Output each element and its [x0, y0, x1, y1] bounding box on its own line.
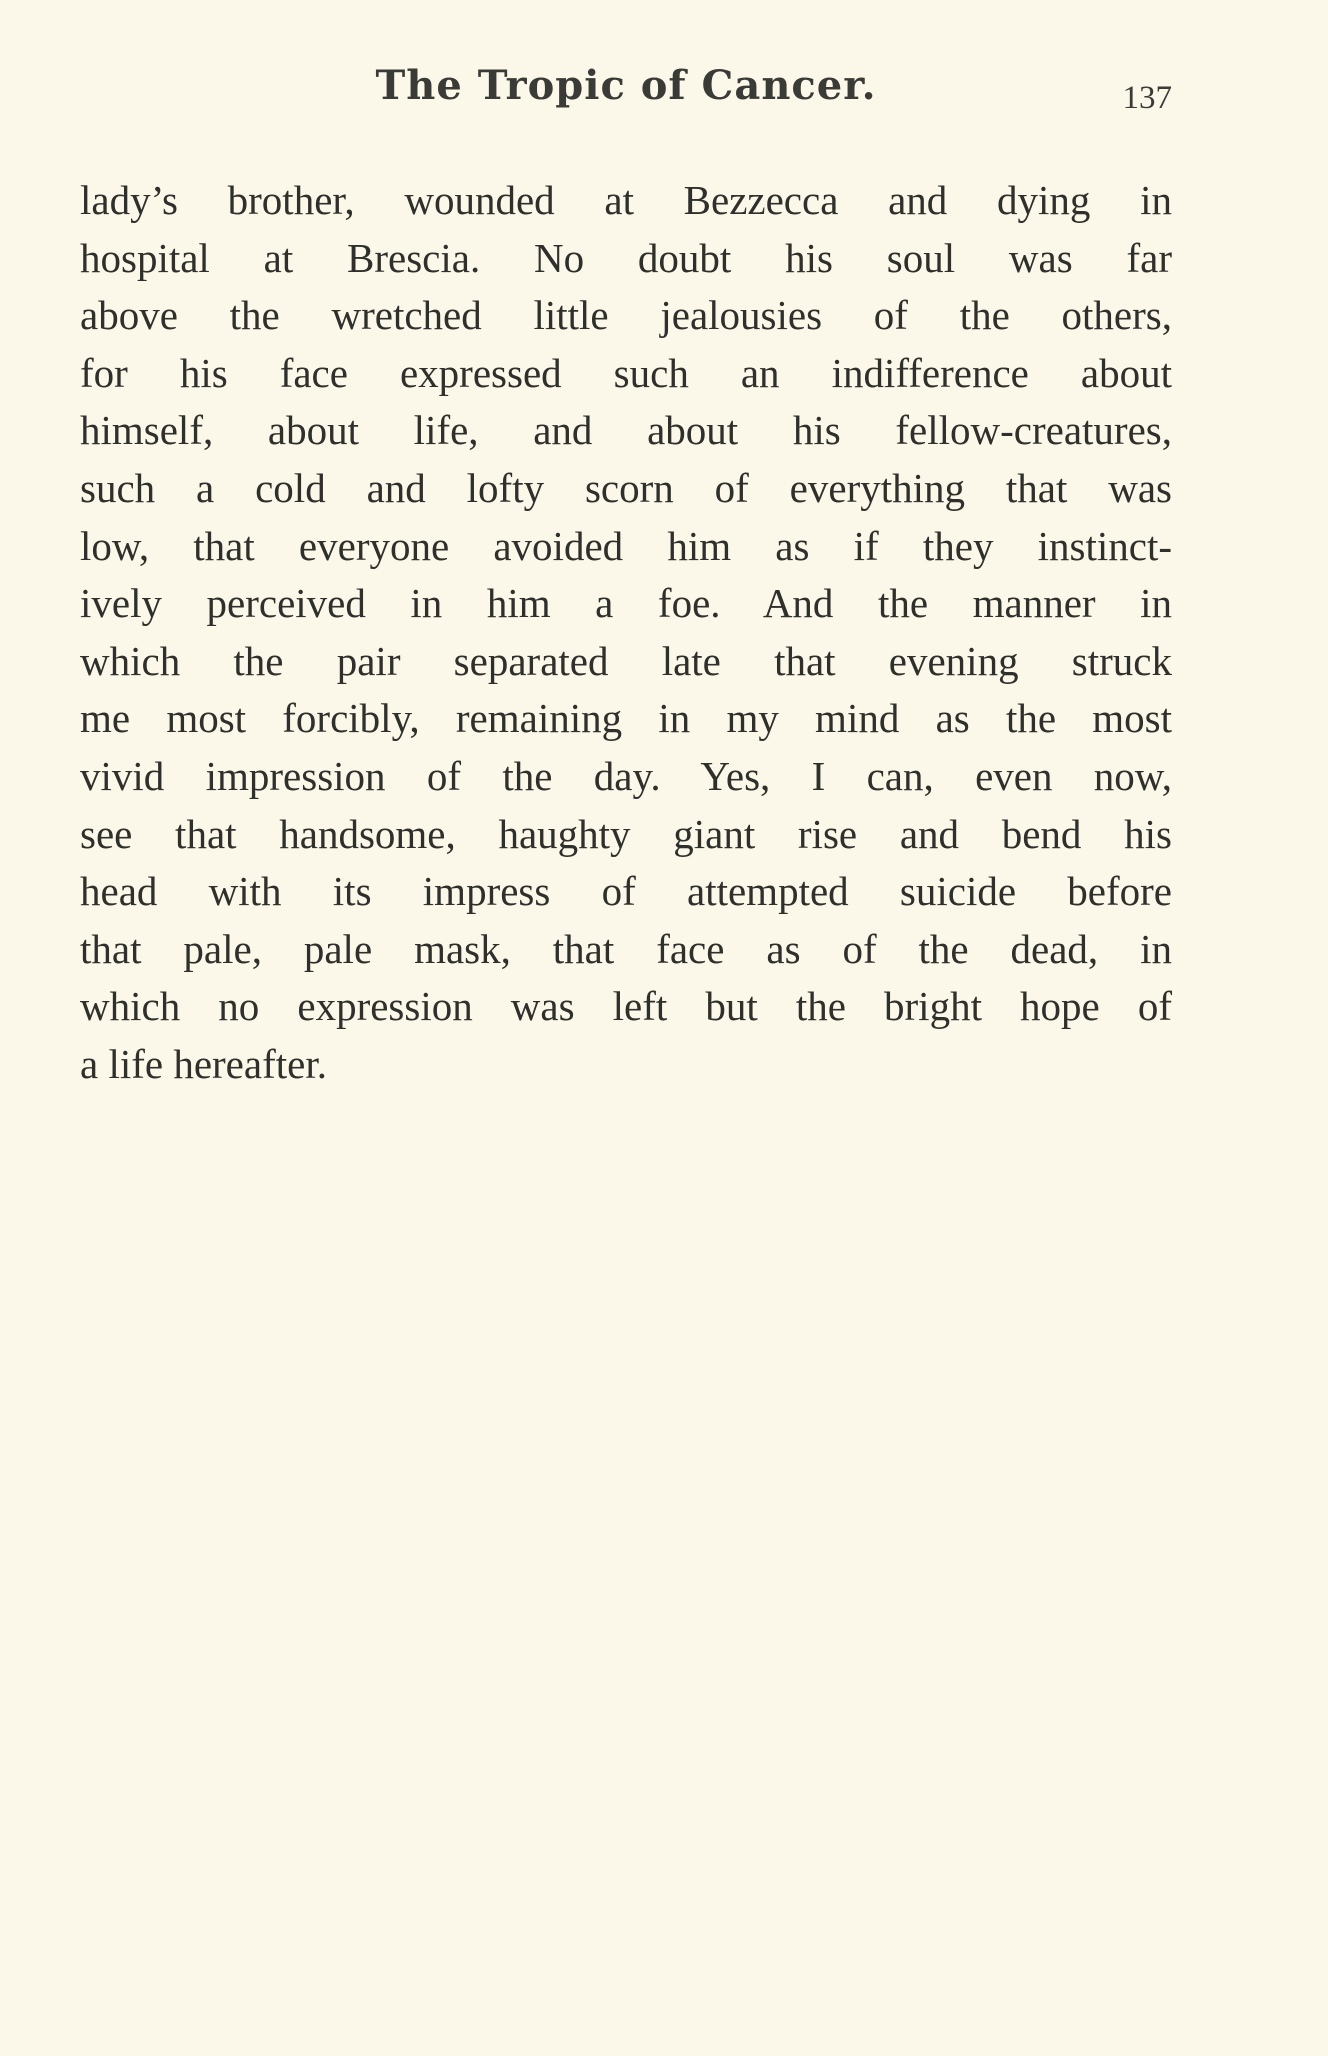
text-line: ively perceived in him a foe. And the manner in: [80, 580, 1172, 627]
text-line: himself, about life, and about his fellow-creatures,: [80, 407, 1172, 454]
text-line: head with its impress of attempted suicide before: [80, 868, 1172, 915]
text-line: lady’s brother, wounded at Bezzecca and dying in: [80, 177, 1172, 223]
text-line: a life hereafter.: [80, 1040, 327, 1087]
body-paragraph: [80, 172, 1172, 1094]
text-line: such a cold and lofty scorn of everything that was: [80, 464, 1172, 511]
text-line: for his face expressed such an indifference about: [80, 349, 1172, 396]
running-head: [80, 62, 1172, 122]
text-line: see that handsome, haughty giant rise and bend his: [80, 810, 1172, 857]
text-line: which no expression was left but the bright hope of: [80, 983, 1172, 1030]
running-title: The Tropic of Cancer.: [375, 62, 877, 109]
text-line: which the pair separated late that evening struck: [80, 637, 1172, 684]
text-line: low, that everyone avoided him as if they instinct-: [80, 522, 1172, 569]
page-number: 137: [1122, 80, 1172, 116]
text-line: hospital at Brescia. No doubt his soul was far: [80, 234, 1172, 281]
text-line: vivid impression of the day. Yes, I can, even now,: [80, 752, 1172, 799]
text-line: that pale, pale mask, that face as of the dead, in: [80, 925, 1172, 972]
text-line: above the wretched little jealousies of the others,: [80, 292, 1172, 339]
text-line: me most forcibly, remaining in my mind as the most: [80, 695, 1172, 742]
